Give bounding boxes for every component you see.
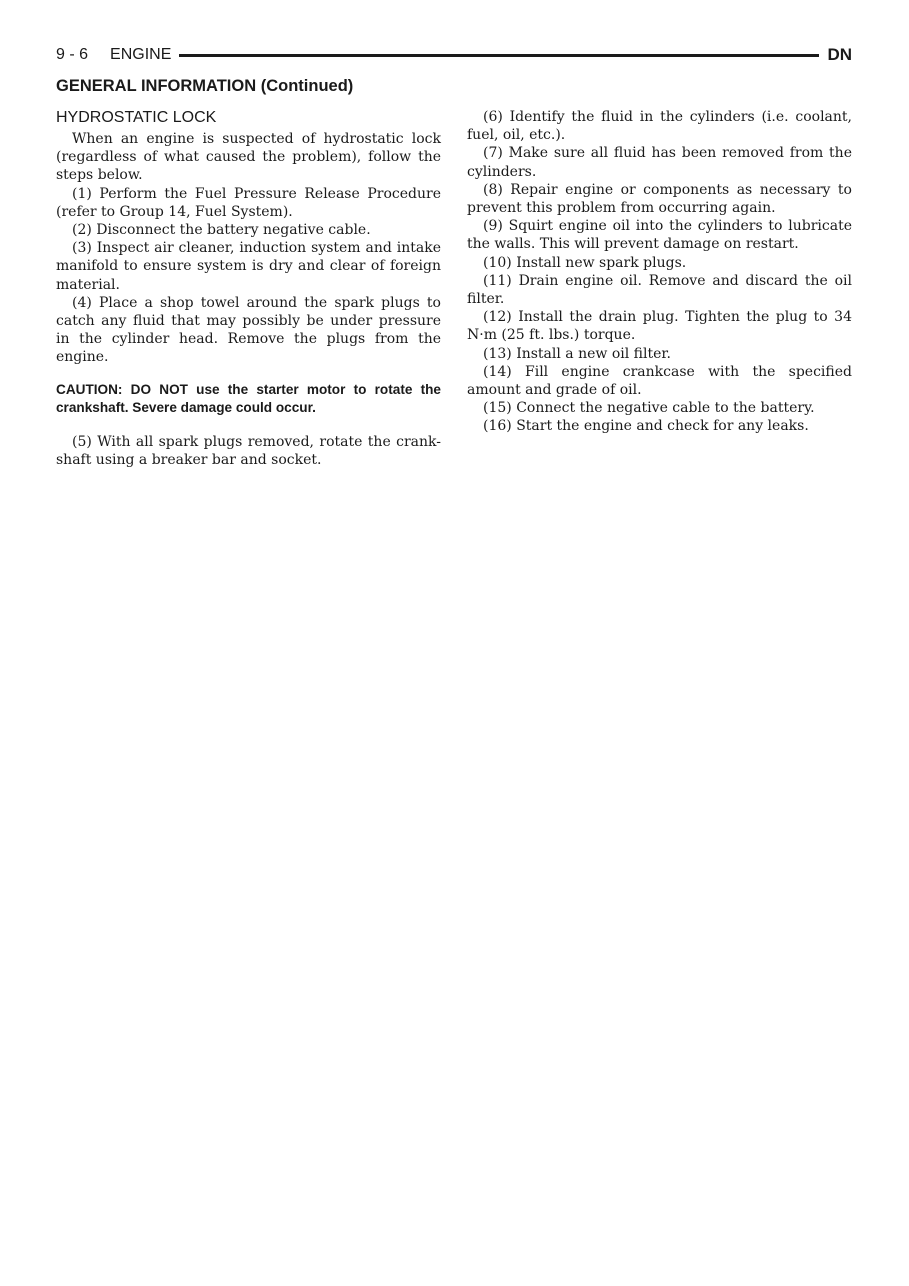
- section-name: ENGINE: [110, 46, 172, 63]
- step-item: (7) Make sure all fluid has been removed from the cylinders.: [467, 145, 852, 180]
- step-item: (5) With all spark plugs removed, rotate the crank-shaft using a breaker bar and socket.: [56, 433, 441, 468]
- left-column: [56, 108, 441, 469]
- step-item: (14) Fill engine crankcase with the specified amount and grade of oil.: [467, 363, 852, 399]
- right-column: [467, 108, 852, 436]
- step-item: (16) Start the engine and check for any leaks.: [483, 418, 809, 435]
- step-item: (4) Place a shop towel around the spark plugs to catch any fluid that may possibly be under pressure in the cylinder head. Remove the plugs from the engine.: [56, 294, 441, 366]
- header-rule: [179, 54, 819, 57]
- step-item: (9) Squirt engine oil into the cylinders to lubricate the walls. This will prevent damage on restart.: [467, 218, 852, 253]
- step-item: (15) Connect the negative cable to the battery.: [483, 400, 815, 417]
- page-number: 9 - 6: [56, 46, 89, 63]
- subheading-hydrostatic-lock: HYDROSTATIC LOCK: [56, 109, 217, 126]
- step-item: (10) Install new spark plugs.: [483, 254, 687, 271]
- step-item: (3) Inspect air cleaner, induction system and intake manifold to ensure system is dry and clear of foreign material.: [56, 240, 441, 293]
- step-item: (2) Disconnect the battery negative cable.: [72, 222, 371, 239]
- step-item: (6) Identify the fluid in the cylinders (i.e. coolant, fuel, oil, etc.).: [467, 109, 852, 144]
- intro-paragraph: When an engine is suspected of hydrostatic lock (regardless of what caused the problem), follow the steps below.: [56, 131, 441, 184]
- page-header: [56, 44, 852, 66]
- step-item: (8) Repair engine or components as necessary to prevent this problem from occurring again.: [467, 181, 852, 217]
- step-item: (12) Install the drain plug. Tighten the plug to 34 N·m (25 ft. lbs.) torque.: [467, 309, 852, 344]
- caution-note: CAUTION: DO NOT use the starter motor to rotate the crankshaft. Severe damage could occur.: [56, 381, 441, 416]
- step-item: (13) Install a new oil filter.: [483, 345, 671, 362]
- model-code: DN: [827, 45, 852, 64]
- step-item: (1) Perform the Fuel Pressure Release Procedure (refer to Group 14, Fuel System).: [56, 185, 441, 220]
- section-title: GENERAL INFORMATION (Continued): [56, 77, 354, 95]
- step-item: (11) Drain engine oil. Remove and discard the oil filter.: [467, 272, 852, 308]
